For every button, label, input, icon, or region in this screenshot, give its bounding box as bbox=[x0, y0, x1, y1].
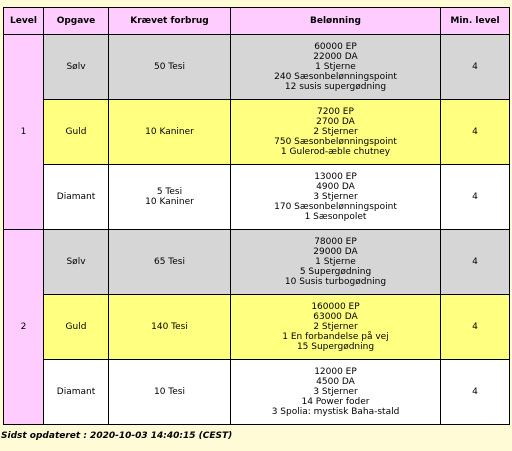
belonning-cell bbox=[231, 100, 441, 165]
belonning-line: 1 Stjerne bbox=[315, 62, 356, 72]
belonning-line: 2 Stjerner bbox=[313, 127, 358, 137]
opgave-cell: Guld bbox=[44, 100, 109, 165]
belonning-line: 7200 EP bbox=[317, 107, 354, 117]
belonning-line: 2 Stjerner bbox=[313, 322, 358, 332]
forbrug-cell bbox=[109, 230, 231, 295]
belonning-cell bbox=[231, 230, 441, 295]
minlevel-cell: 4 bbox=[441, 295, 510, 360]
belonning-line: 3 Spolia: mystisk Baha-stald bbox=[271, 407, 400, 417]
belonning-line: 5 Supergødning bbox=[299, 267, 372, 277]
opgave-cell: Sølv bbox=[44, 35, 109, 100]
belonning-line: 29000 DA bbox=[313, 247, 358, 257]
opgave-cell: Guld bbox=[44, 295, 109, 360]
belonning-line: 750 Sæsonbelønningspoint bbox=[274, 137, 397, 147]
belonning-line: 240 Sæsonbelønningspoint bbox=[274, 72, 397, 82]
belonning-line: 12 susis supergødning bbox=[284, 82, 387, 92]
forbrug-cell bbox=[109, 360, 231, 425]
header-level: Level bbox=[4, 8, 44, 35]
belonning-cell bbox=[231, 295, 441, 360]
belonning-cell bbox=[231, 360, 441, 425]
minlevel-cell: 4 bbox=[441, 230, 510, 295]
belonning-line: 3 Stjerner bbox=[313, 387, 358, 397]
forbrug-cell bbox=[109, 295, 231, 360]
forbrug-line: 10 Kaniner bbox=[145, 127, 194, 137]
forbrug-line: 5 Tesi bbox=[156, 187, 183, 197]
minlevel-cell: 4 bbox=[441, 165, 510, 230]
level-cell: 2 bbox=[4, 230, 44, 425]
forbrug-line: 10 Tesi bbox=[153, 387, 185, 397]
level-cell: 1 bbox=[4, 35, 44, 230]
belonning-line: 15 Supergødning bbox=[296, 342, 375, 352]
table-row bbox=[4, 165, 510, 230]
belonning-line: 22000 DA bbox=[313, 52, 358, 62]
last-updated: Sidst opdateret : 2020-10-03 14:40:15 (CEST) bbox=[1, 431, 233, 441]
belonning-line: 4900 DA bbox=[316, 182, 355, 192]
belonning-cell bbox=[231, 35, 441, 100]
quest-table bbox=[3, 7, 510, 425]
header-forbrug: Krævet forbrug bbox=[109, 8, 231, 35]
forbrug-cell bbox=[109, 35, 231, 100]
belonning-line: 60000 EP bbox=[314, 42, 357, 52]
belonning-line: 10 Susis turbogødning bbox=[284, 277, 387, 287]
header-minlevel: Min. level bbox=[441, 8, 510, 35]
forbrug-cell bbox=[109, 100, 231, 165]
opgave-cell: Diamant bbox=[44, 165, 109, 230]
belonning-line: 2700 DA bbox=[316, 117, 355, 127]
forbrug-line: 10 Kaniner bbox=[145, 197, 194, 207]
opgave-cell: Sølv bbox=[44, 230, 109, 295]
belonning-cell bbox=[231, 165, 441, 230]
table-body bbox=[4, 35, 510, 425]
belonning-line: 1 Sæsonpolet bbox=[304, 212, 367, 222]
minlevel-cell: 4 bbox=[441, 100, 510, 165]
belonning-line: 13000 EP bbox=[314, 172, 357, 182]
belonning-line: 63000 DA bbox=[313, 312, 358, 322]
belonning-line: 14 Power foder bbox=[301, 397, 370, 407]
header-belonning: Belønning bbox=[231, 8, 441, 35]
belonning-line: 3 Stjerner bbox=[313, 192, 358, 202]
belonning-line: 4500 DA bbox=[316, 377, 355, 387]
belonning-line: 78000 EP bbox=[314, 237, 357, 247]
belonning-line: 12000 EP bbox=[314, 367, 357, 377]
minlevel-cell: 4 bbox=[441, 35, 510, 100]
table-row bbox=[4, 295, 510, 360]
header-row bbox=[4, 8, 510, 35]
header-opgave: Opgave bbox=[44, 8, 109, 35]
forbrug-line: 65 Tesi bbox=[153, 257, 185, 267]
forbrug-line: 50 Tesi bbox=[153, 62, 185, 72]
table-row bbox=[4, 360, 510, 425]
belonning-line: 1 Stjerne bbox=[315, 257, 356, 267]
belonning-line: 1 Gulerod-æble chutney bbox=[280, 147, 391, 157]
table-row bbox=[4, 230, 510, 295]
forbrug-cell bbox=[109, 165, 231, 230]
forbrug-line: 140 Tesi bbox=[151, 322, 188, 332]
table-row bbox=[4, 100, 510, 165]
belonning-line: 1 En forbandelse på vej bbox=[282, 332, 389, 342]
belonning-line: 160000 EP bbox=[311, 302, 360, 312]
minlevel-cell: 4 bbox=[441, 360, 510, 425]
table-row bbox=[4, 35, 510, 100]
opgave-cell: Diamant bbox=[44, 360, 109, 425]
belonning-line: 170 Sæsonbelønningspoint bbox=[274, 202, 397, 212]
